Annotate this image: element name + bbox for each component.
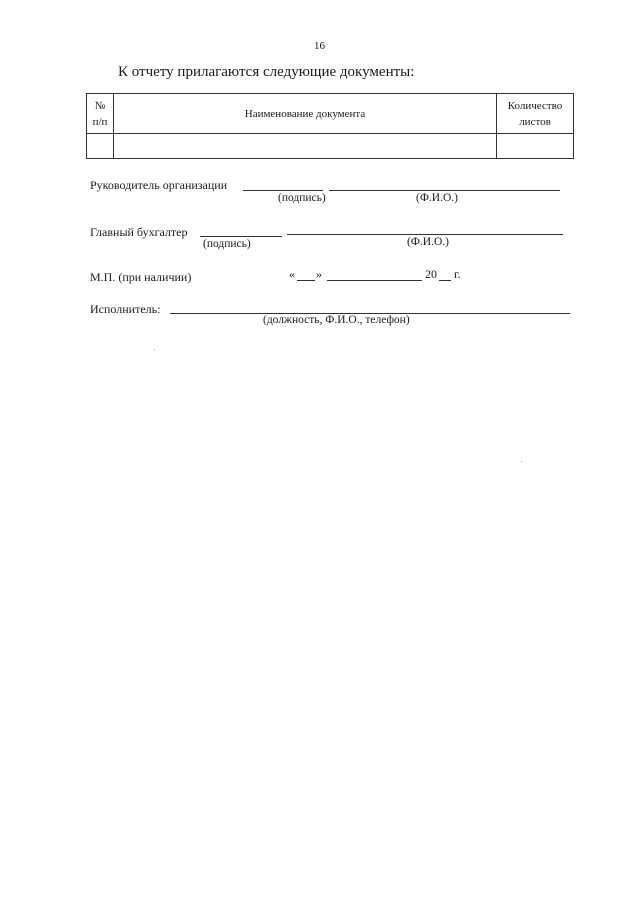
date-year-prefix: 20 bbox=[425, 267, 437, 281]
date-month-line[interactable] bbox=[327, 280, 422, 281]
date-day-line[interactable] bbox=[297, 280, 315, 281]
date-close-quote: » bbox=[316, 267, 322, 281]
cell-number[interactable] bbox=[87, 134, 114, 159]
header-number: № п/п bbox=[87, 94, 114, 134]
head-of-organization-label: Руководитель организации bbox=[90, 178, 228, 192]
accountant-signature-caption: (подпись) bbox=[203, 238, 251, 250]
header-sheet-count: Количество листов bbox=[497, 94, 574, 134]
executor-label: Исполнитель: bbox=[90, 302, 161, 316]
date-year-suffix: г. bbox=[454, 267, 461, 281]
documents-table bbox=[86, 93, 574, 159]
head-signature-caption: (подпись) bbox=[278, 192, 326, 204]
attachments-heading: К отчету прилагаются следующие документы: bbox=[118, 64, 415, 80]
date-year-line[interactable] bbox=[439, 280, 451, 281]
head-name-caption: (Ф.И.О.) bbox=[416, 192, 458, 204]
head-name-line[interactable] bbox=[329, 190, 560, 191]
accountant-signature-line[interactable] bbox=[200, 236, 282, 237]
accountant-name-line[interactable] bbox=[287, 234, 563, 235]
executor-caption: (должность, Ф.И.О., телефон) bbox=[263, 314, 410, 326]
header-document-name: Наименование документа bbox=[114, 94, 497, 134]
table-header-row bbox=[87, 94, 574, 134]
stamp-label: М.П. (при наличии) bbox=[90, 270, 192, 284]
page-number: 16 bbox=[314, 40, 325, 52]
date-open-quote: « bbox=[289, 267, 295, 281]
chief-accountant-label: Главный бухгалтер bbox=[90, 225, 188, 239]
cell-sheet-count[interactable] bbox=[497, 134, 574, 159]
scan-speck bbox=[154, 349, 155, 350]
table-row bbox=[87, 134, 574, 159]
scan-speck bbox=[521, 461, 522, 462]
cell-document-name[interactable] bbox=[114, 134, 497, 159]
head-signature-line[interactable] bbox=[243, 190, 323, 191]
accountant-name-caption: (Ф.И.О.) bbox=[407, 236, 449, 248]
